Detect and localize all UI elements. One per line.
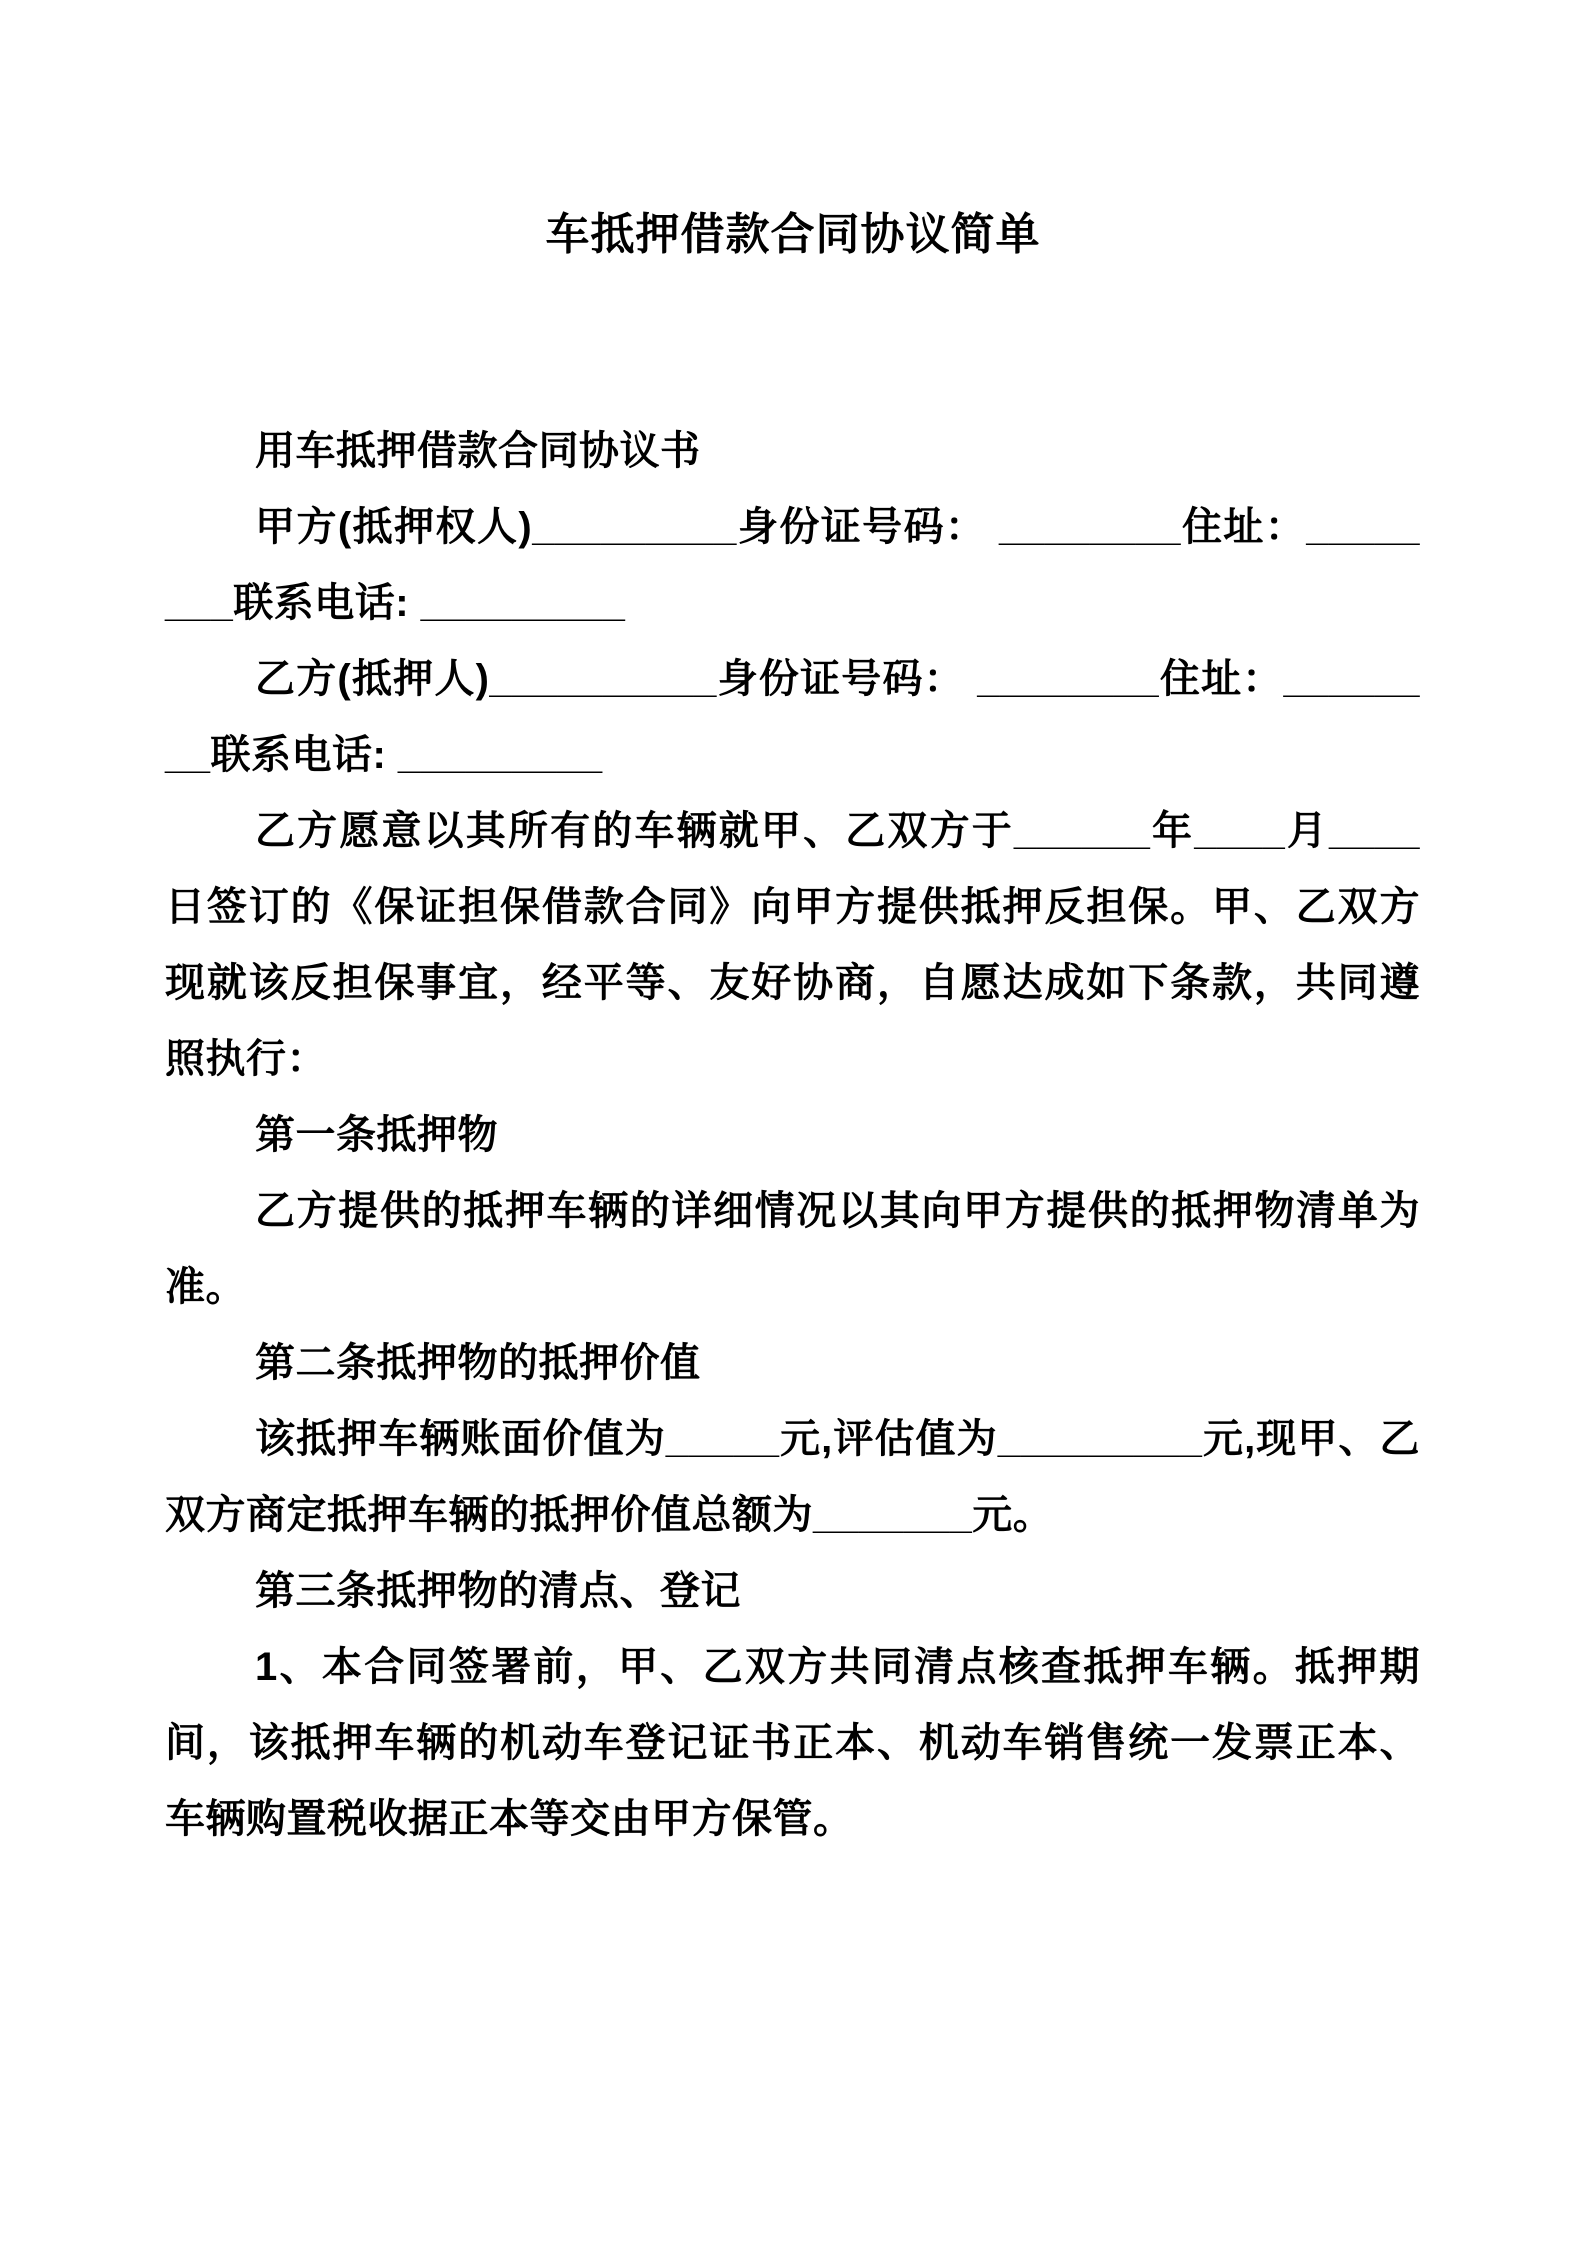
section-heading: 第一条抵押物 <box>255 1113 498 1157</box>
contract-body <box>0 413 1586 1857</box>
contract-paragraph: 甲方(抵押权人)_________身份证号码： ________住址：________联系电话: _________ <box>165 505 1420 625</box>
contract-paragraph: 乙方提供的抵押车辆的详细情况以其向甲方提供的抵押物清单为准。 <box>165 1189 1420 1309</box>
contract-paragraph: 乙方愿意以其所有的车辆就甲、乙双方于______年____月____日签订的《保证担保借款合同》向甲方提供抵押反担保。甲、乙双方现就该反担保事宜，经平等、友好协商，自愿达成如下条款，共同遵照执行： <box>165 809 1420 1081</box>
contract-paragraph: 该抵押车辆账面价值为_____元,评估值为_________元,现甲、乙双方商定抵押车辆的抵押价值总额为_______元。 <box>165 1417 1420 1537</box>
contract-paragraph: 乙方(抵押人)__________身份证号码： ________住址：________联系电话: _________ <box>165 657 1420 777</box>
contract-paragraph: 用车抵押借款合同协议书 <box>255 429 701 473</box>
contract-paragraph: 1、本合同签署前，甲、乙双方共同清点核查抵押车辆。抵押期间，该抵押车辆的机动车登记证书正本、机动车销售统一发票正本、车辆购置税收据正本等交由甲方保管。 <box>165 1645 1420 1841</box>
section-heading: 第二条抵押物的抵押价值 <box>255 1341 701 1385</box>
page-title: 车抵押借款合同协议简单 <box>545 210 1041 259</box>
section-heading: 第三条抵押物的清点、登记 <box>255 1569 741 1613</box>
